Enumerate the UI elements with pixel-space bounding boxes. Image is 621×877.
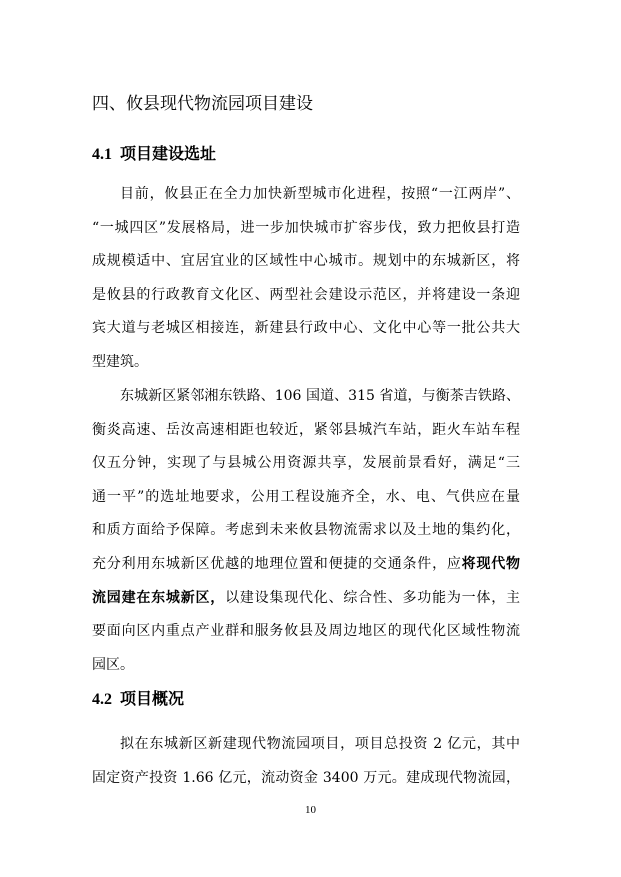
subsection-title: 项目建设选址 (120, 144, 217, 163)
text-line: 园区。 (92, 656, 134, 673)
text-line: “一城四区”发展格局，进一步加快城市扩容步伐，致力把攸县打造 (92, 219, 520, 236)
text-line: 仅五分钟，实现了与县城公用资源共享，发展前景看好，满足“三 (92, 455, 520, 472)
text-line-mixed (92, 582, 520, 616)
paragraph-site-location (92, 380, 520, 682)
text-segment: 以建设集现代化、综合性、多功能为一体，主 (225, 589, 520, 606)
text-line: 拟在东城新区新建现代物流园项目，项目总投资 2 亿元，其中 (120, 736, 520, 752)
text-line: 目前，攸县正在全力加快新型城市化进程，按照“一江两岸”、 (120, 186, 520, 202)
paragraph-project-overview (92, 728, 520, 795)
emphasis-text: 将现代物 (461, 555, 520, 572)
text-line: 要面向区内重点产业群和服务攸县及周边地区的现代化区域性物流 (92, 623, 520, 640)
text-line: 通一平”的选址地要求，公用工程设施齐全，水、电、气供应在量 (92, 488, 520, 505)
page-number: 10 (305, 804, 316, 816)
text-line: 成规模适中、宜居宜业的区域性中心城市。规划中的东城新区，将 (92, 253, 520, 270)
text-segment: 充分利用东城新区优越的地理位置和便捷的交通条件，应 (92, 555, 462, 572)
text-line: 宾大道与老城区相接连，新建县行政中心、文化中心等一批公共大 (92, 320, 520, 337)
text-line-mixed (92, 548, 520, 582)
subsection-number: 4.2 (92, 691, 112, 708)
text-line: 是攸县的行政教育文化区、两型社会建设示范区，并将建设一条迎 (92, 286, 520, 303)
emphasis-text: 流园建在东城新区， (92, 589, 226, 606)
subsection-number: 4.1 (92, 146, 112, 163)
paragraph-site-intro (92, 178, 520, 380)
text-line: 和质方面给予保障。考虑到未来攸县物流需求以及土地的集约化， (92, 522, 520, 539)
text-line: 东城新区紧邻湘东铁路、106 国道、315 省道，与衡茶吉铁路、 (120, 388, 520, 404)
subsection-heading-4-1 (92, 143, 216, 166)
text-line: 固定资产投资 1.66 亿元，流动资金 3400 万元。建成现代物流园， (92, 769, 520, 786)
subsection-heading-4-2 (92, 688, 184, 711)
subsection-title: 项目概况 (120, 689, 185, 708)
section-title: 四、攸县现代物流园项目建设 (92, 94, 313, 114)
text-line: 型建筑。 (92, 353, 148, 370)
text-line: 衡炎高速、岳汝高速相距也较近，紧邻县城汽车站，距火车站车程 (92, 421, 520, 438)
